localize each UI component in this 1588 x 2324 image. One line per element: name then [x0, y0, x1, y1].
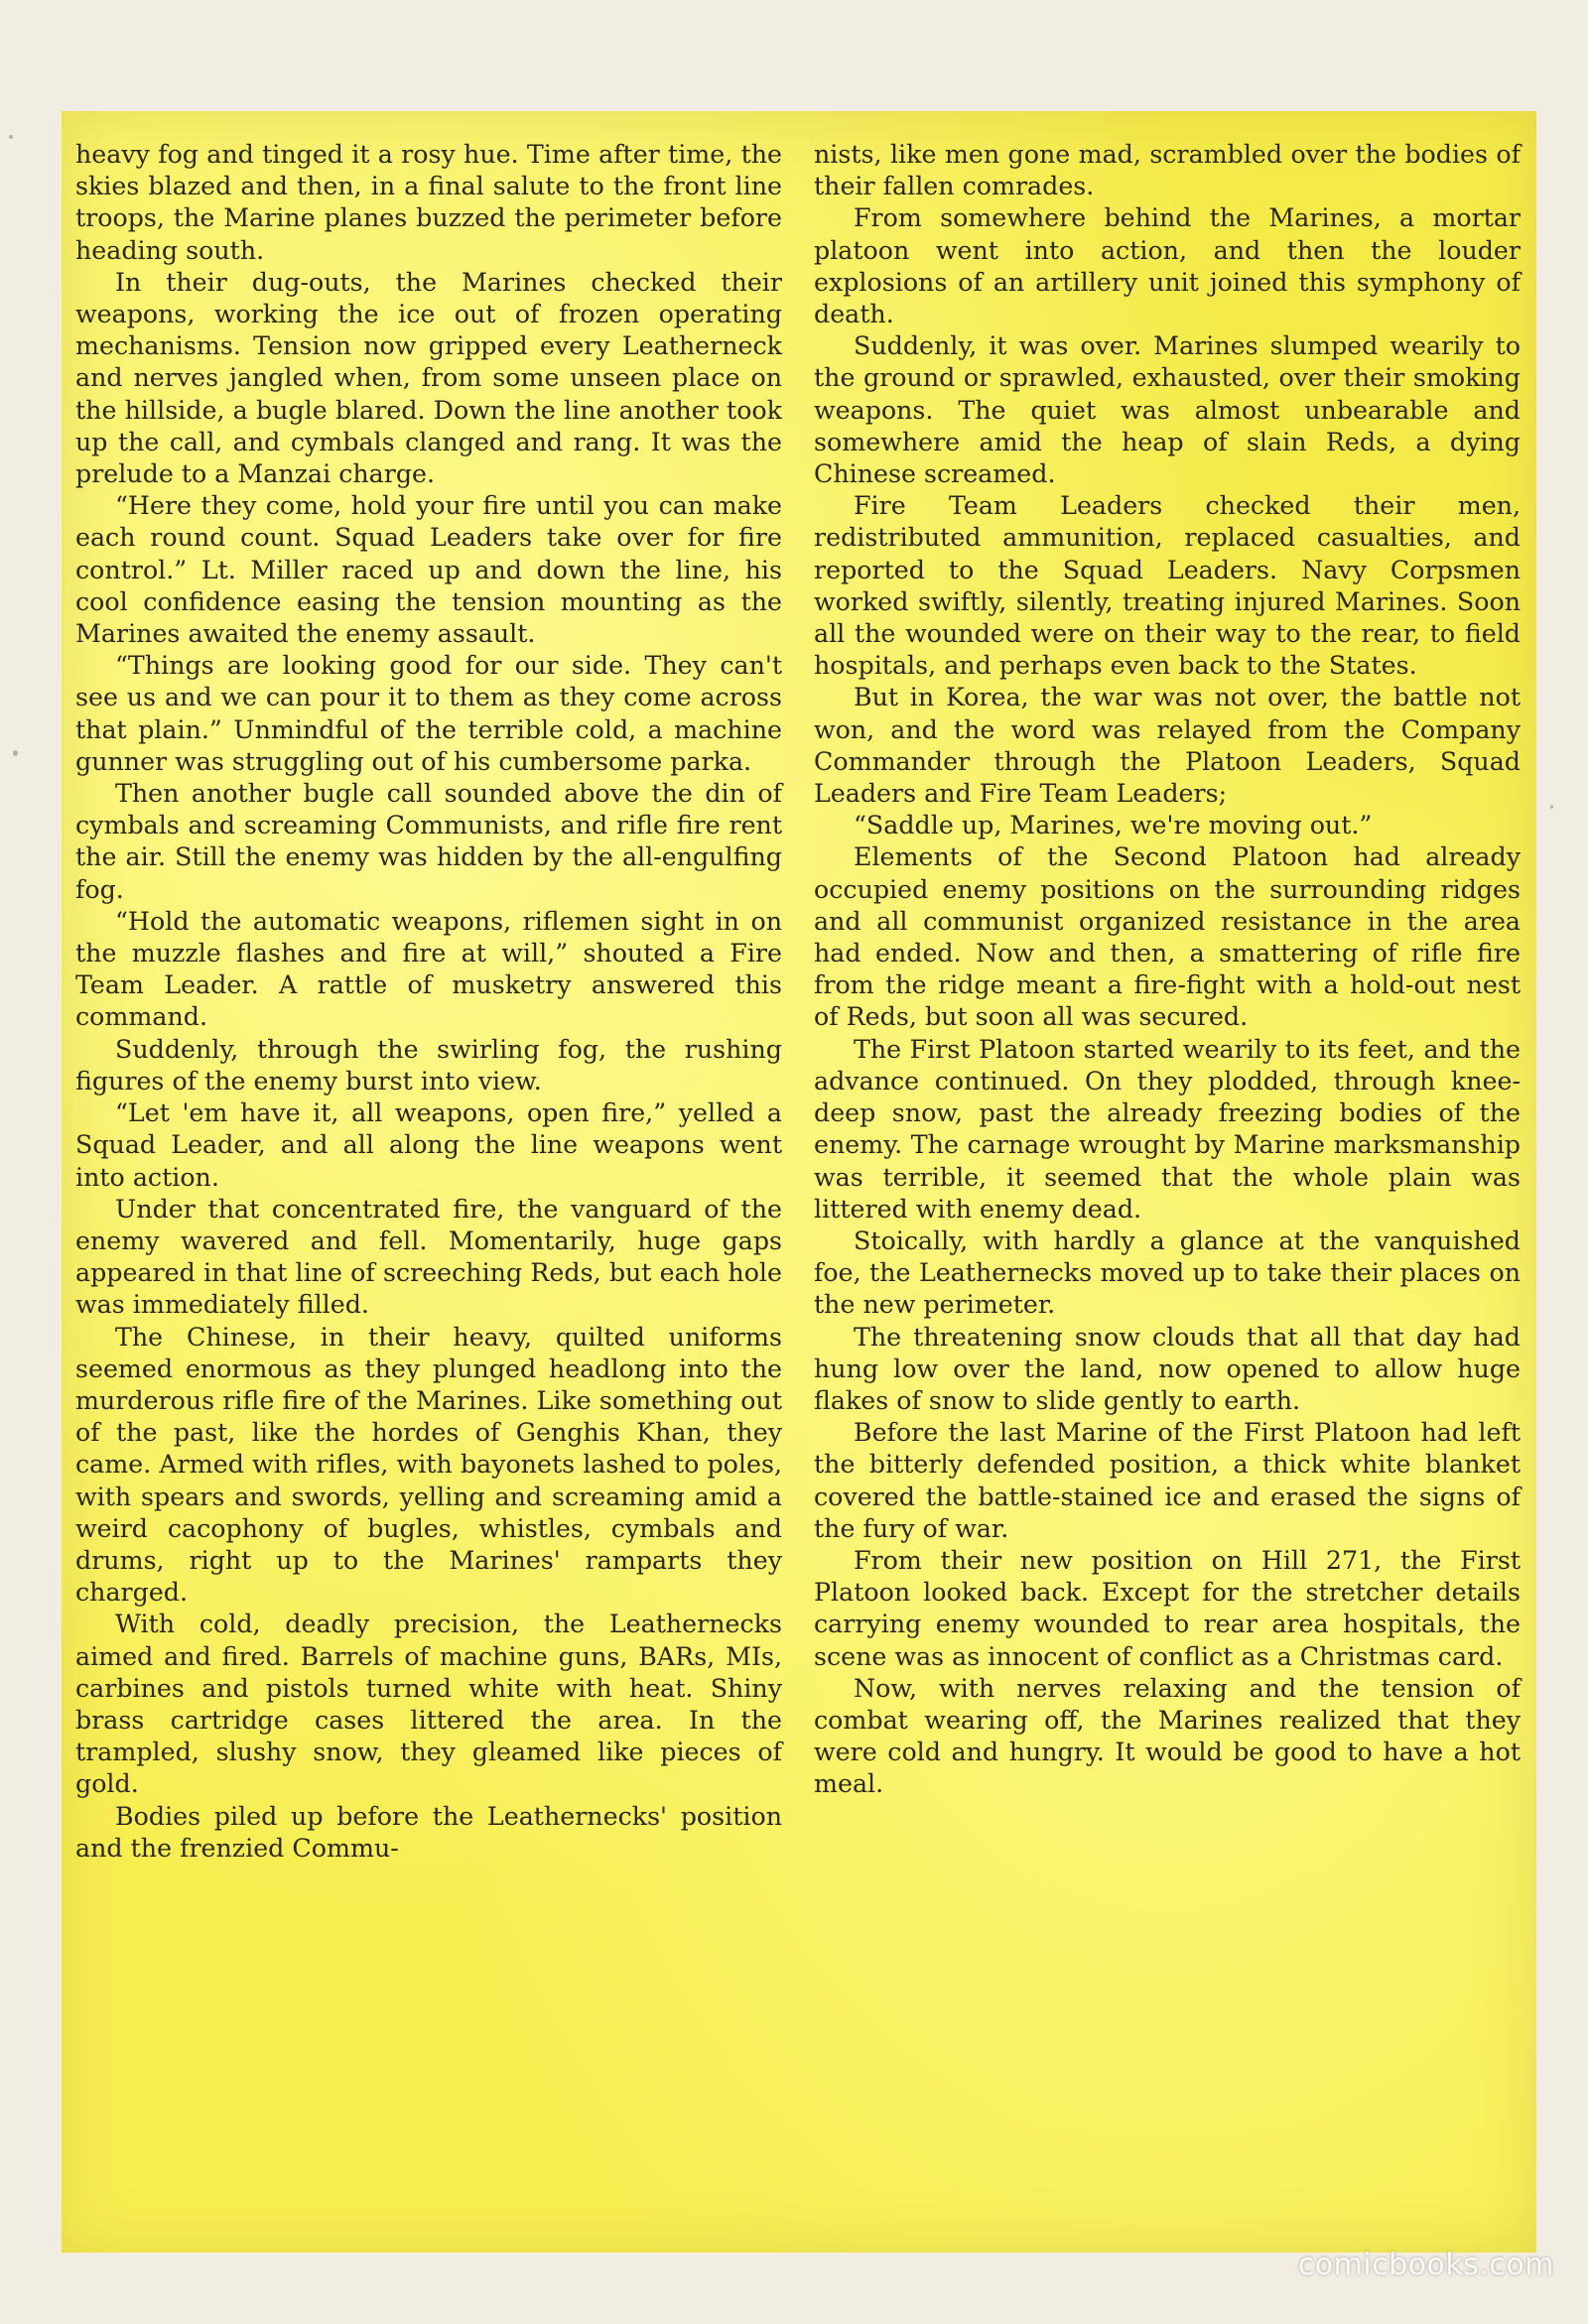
paragraph: The threatening snow clouds that all that day had hung low over the land, now opened to allow huge flakes of snow to slide gently to earth.: [814, 1322, 1521, 1415]
paragraph: With cold, deadly precision, the Leathernecks aimed and fired. Barrels of machine guns, BARs, MIs, carbines and pistols turned white with heat. Shiny brass cartridge cases littered the area. In the trampled, slushy snow, they gleamed like pieces of gold.: [75, 1610, 782, 1799]
paragraph: “Things are looking good for our side. They can't see us and we can pour it to them as they come across that plain.” Unmindful of the terrible cold, a machine gunner was struggling out of his cumbersome parka.: [75, 651, 782, 776]
paragraph: Before the last Marine of the First Platoon had left the bitterly defended position, a thick white blanket covered the battle-stained ice and erased the signs of the fury of war.: [814, 1418, 1521, 1543]
paper-speck: [9, 135, 13, 139]
paragraph: heavy fog and tinged it a rosy hue. Time after time, the skies blazed and then, in a final salute to the front line troops, the Marine planes buzzed the perimeter before heading south.: [75, 140, 782, 265]
paragraph: Then another bugle call sounded above the din of cymbals and screaming Communists, and rifle fire rent the air. Still the enemy was hidden by the all-engulfing fog.: [75, 779, 782, 904]
article-column-right: [814, 139, 1521, 2253]
paragraph: Suddenly, through the swirling fog, the rushing figures of the enemy burst into view.: [75, 1034, 782, 1096]
paper-speck: [1550, 805, 1553, 809]
paragraph: From their new position on Hill 271, the First Platoon looked back. Except for the stretcher details carrying enemy wounded to rear area hospitals, the scene was as innocent of conflict as a Christmas card.: [814, 1545, 1521, 1671]
paragraph: “Saddle up, Marines, we're moving out.”: [854, 811, 1373, 840]
article-column-left: [75, 139, 782, 2253]
paragraph: From somewhere behind the Marines, a mortar platoon went into action, and then the louder explosions of an artillery unit joined this symphony of death.: [814, 203, 1521, 329]
paragraph: Under that concentrated fire, the vanguard of the enemy wavered and fell. Momentarily, huge gaps appeared in that line of screeching Reds, but each hole was immediately filled.: [75, 1194, 782, 1320]
paragraph: In their dug-outs, the Marines checked their weapons, working the ice out of frozen operating mechanisms. Tension now gripped every Leatherneck and nerves jangled when, from some unseen place on the hillside, a bugle blared. Down the line another took up the call, and cymbals clanged and rang. It was the prelude to a Manzai charge.: [75, 267, 782, 489]
paragraph: The Chinese, in their heavy, quilted uniforms seemed enormous as they plunged headlong into the murderous rifle fire of the Marines. Like something out of the past, like the hordes of Genghis Khan, they came. Armed with rifles, with bayonets lashed to poles, with spears and swords, yelling and screaming amid a weird cacophony of bugles, whistles, cymbals and drums, right up to the Marines' ramparts they charged.: [75, 1322, 782, 1608]
paragraph: “Here they come, hold your fire until you can make each round count. Squad Leaders take over for fire control.” Lt. Miller raced up and down the line, his cool confidence easing the tension mounting as the Marines awaited the enemy assault.: [75, 491, 782, 649]
paragraph: “Hold the automatic weapons, riflemen sight in on the muzzle flashes and fire at will,” shouted a Fire Team Leader. A rattle of musketry answered this command.: [75, 906, 782, 1032]
paragraph: Now, with nerves relaxing and the tension of combat wearing off, the Marines realized that they were cold and hungry. It would be good to have a hot meal.: [814, 1673, 1521, 1799]
paragraph: nists, like men gone mad, scrambled over the bodies of their fallen comrades.: [814, 140, 1521, 201]
paragraph: Suddenly, it was over. Marines slumped wearily to the ground or sprawled, exhausted, over their smoking weapons. The quiet was almost unbearable and somewhere amid the heap of slain Reds, a dying Chinese screamed.: [814, 331, 1521, 489]
watermark-text: comicbooks.com: [1297, 2248, 1554, 2282]
paragraph: Bodies piled up before the Leathernecks' position and the frenzied Commu-: [75, 1801, 782, 1863]
paragraph: Stoically, with hardly a glance at the vanquished foe, the Leathernecks moved up to take their places on the new perimeter.: [814, 1226, 1521, 1320]
paper-speck: [13, 750, 18, 756]
paragraph: But in Korea, the war was not over, the battle not won, and the word was relayed from the Company Commander through the Platoon Leaders, Squad Leaders and Fire Team Leaders;: [814, 683, 1521, 809]
paragraph: “Let 'em have it, all weapons, open fire,” yelled a Squad Leader, and all along the line weapons went into action.: [75, 1098, 782, 1192]
paragraph: Elements of the Second Platoon had already occupied enemy positions on the surrounding ridges and all communist organized resistance in the area had ended. Now and then, a smattering of rifle fire from the ridge meant a fire-fight with a hold-out nest of Reds, but soon all was secured.: [814, 842, 1521, 1032]
paragraph: The First Platoon started wearily to its feet, and the advance continued. On they plodded, through knee-deep snow, past the already freezing bodies of the enemy. The carnage wrought by Marine marksmanship was terrible, it seemed that the whole plain was littered with enemy dead.: [814, 1034, 1521, 1224]
paragraph: Fire Team Leaders checked their men, redistributed ammunition, replaced casualties, and reported to the Squad Leaders. Navy Corpsmen worked swiftly, silently, treating injured Marines. Soon all the wounded were on their way to the rear, to field hospitals, and perhaps even back to the States.: [814, 491, 1521, 681]
